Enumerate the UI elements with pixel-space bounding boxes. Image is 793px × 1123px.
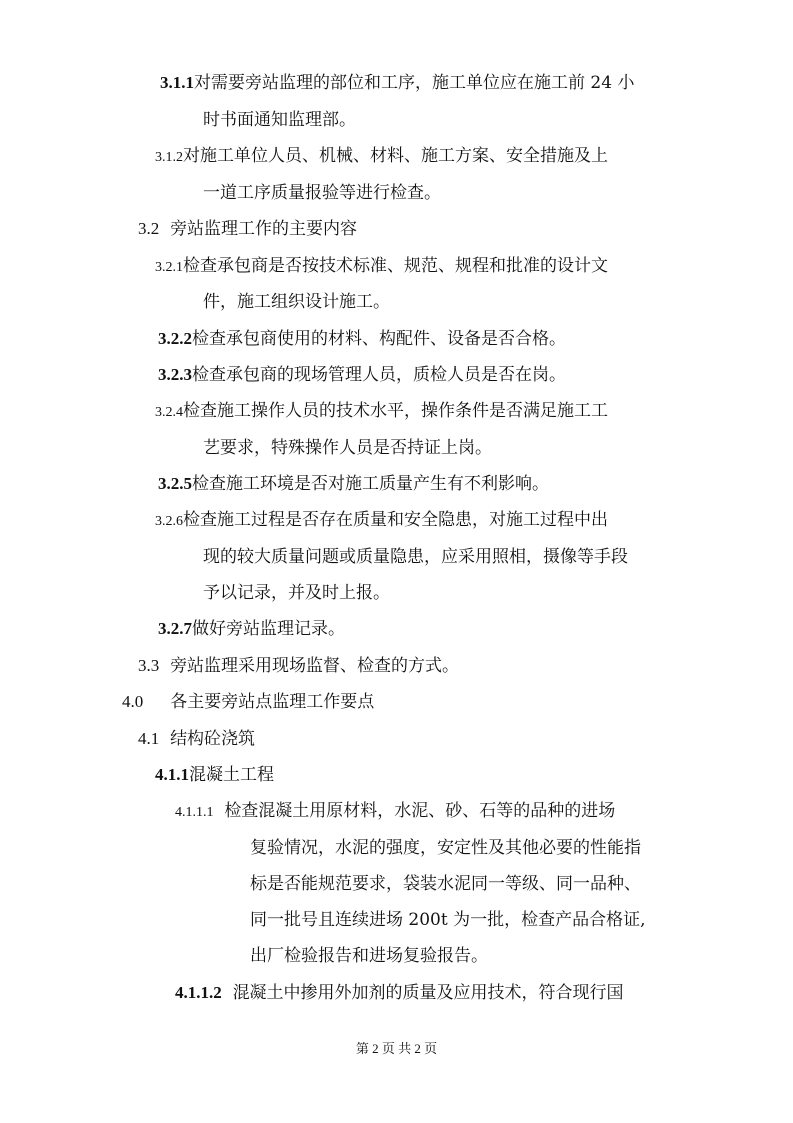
clause-number: 4.1.1.2: [175, 983, 222, 1002]
clause-number: 3.2.5: [158, 474, 192, 493]
clause-3-2-2: [158, 328, 566, 350]
clause-text: 混凝土工程: [189, 765, 274, 785]
clause-text: 做好旁站监理记录。: [192, 619, 345, 639]
clause-3-2-4: [155, 400, 608, 424]
clause-number: 4.1.1.1: [175, 805, 214, 820]
clause-4-1-1-1-continued-4: [250, 945, 488, 967]
section-3-2-heading: [138, 218, 357, 240]
clause-4-1-1-1: [175, 800, 615, 824]
section-title: 各主要旁站点监理工作要点: [170, 692, 375, 712]
section-number: 4.0: [122, 692, 144, 711]
clause-text: 检查施工过程是否存在质量和安全隐患，对施工过程中出: [183, 510, 608, 530]
clause-3-2-6-continued-1: [203, 546, 628, 568]
clause-text: 一道工序质量报验等进行检查。: [203, 183, 441, 203]
section-number: 4.1: [138, 729, 160, 748]
clause-4-1-1-1-continued-1: [250, 837, 641, 859]
clause-3-2-3: [158, 364, 566, 386]
clause-3-2-1: [155, 255, 608, 279]
clause-text: 复验情况，水泥的强度，安定性及其他必要的性能指: [250, 838, 641, 858]
clause-number: 3.1.1: [160, 73, 194, 92]
clause-3-1-1: [160, 72, 634, 94]
clause-number: 3.2.7: [158, 619, 192, 638]
clause-text: 艺要求，特殊操作人员是否持证上岗。: [203, 438, 492, 458]
section-number: 3.2: [138, 219, 160, 238]
clause-text: 检查施工环境是否对施工质量产生有不利影响。: [192, 474, 549, 494]
clause-text: 予以记录，并及时上报。: [203, 583, 390, 603]
clause-3-1-2: [155, 145, 608, 169]
clause-3-2-1-continued: [203, 291, 390, 313]
clause-number: 3.2.3: [158, 365, 192, 384]
clause-4-1-1-2: [175, 982, 624, 1004]
clause-text: 出厂检验报告和进场复验报告。: [250, 946, 488, 966]
clause-text: 检查承包商的现场管理人员，质检人员是否在岗。: [192, 365, 566, 385]
section-4-0-heading: [122, 691, 374, 713]
section-title: 旁站监理采用现场监督、检查的方式。: [170, 656, 460, 676]
clause-text: 混凝土中掺用外加剂的质量及应用技术，符合现行国: [232, 983, 624, 1003]
section-title: 结构砼浇筑: [170, 729, 256, 749]
clause-number: 3.1.2: [155, 150, 183, 165]
clause-number: 3.2.6: [155, 514, 183, 529]
clause-text: 件，施工组织设计施工。: [203, 292, 390, 312]
page-footer: 第 2 页 共 2 页: [355, 1041, 438, 1056]
clause-3-2-6-continued-2: [203, 582, 390, 604]
clause-3-2-4-continued: [203, 437, 492, 459]
clause-text: 对施工单位人员、机械、材料、施工方案、安全措施及上: [183, 146, 608, 166]
clause-number: 4.1.1: [155, 765, 189, 784]
section-title: 旁站监理工作的主要内容: [170, 219, 358, 239]
clause-3-2-7: [158, 618, 345, 640]
clause-number: 3.2.4: [155, 405, 183, 420]
clause-3-2-5: [158, 473, 549, 495]
clause-text: 现的较大质量问题或质量隐患，应采用照相，摄像等手段: [203, 547, 628, 567]
clause-3-1-1-continued: [203, 109, 356, 131]
clause-text: 检查承包商是否按技术标准、规范、规程和批准的设计文: [183, 256, 608, 276]
clause-4-1-1-heading: [155, 764, 274, 786]
clause-text: 时书面通知监理部。: [203, 110, 356, 130]
clause-text: 对需要旁站监理的部位和工序，施工单位应在施工前 24 小: [194, 73, 635, 93]
clause-number: 3.2.1: [155, 260, 183, 275]
clause-text: 标是否能规范要求，袋装水泥同一等级、同一品种、: [250, 874, 641, 894]
section-4-1-heading: [138, 728, 255, 750]
clause-text: 检查承包商使用的材料、构配件、设备是否合格。: [192, 329, 566, 349]
clause-number: 3.2.2: [158, 329, 192, 348]
clause-text: 同一批号且连续进场 200t 为一批，检查产品合格证,: [250, 910, 646, 930]
clause-text: 检查施工操作人员的技术水平，操作条件是否满足施工工: [183, 401, 608, 421]
section-3-3-heading: [138, 655, 459, 677]
clause-3-1-2-continued: [203, 182, 441, 204]
clause-4-1-1-1-continued-2: [250, 873, 641, 895]
clause-3-2-6: [155, 509, 608, 533]
clause-4-1-1-1-continued-3: [250, 909, 646, 931]
clause-text: 检查混凝土用原材料，水泥、砂、石等的品种的进场: [224, 801, 616, 821]
section-number: 3.3: [138, 656, 160, 675]
